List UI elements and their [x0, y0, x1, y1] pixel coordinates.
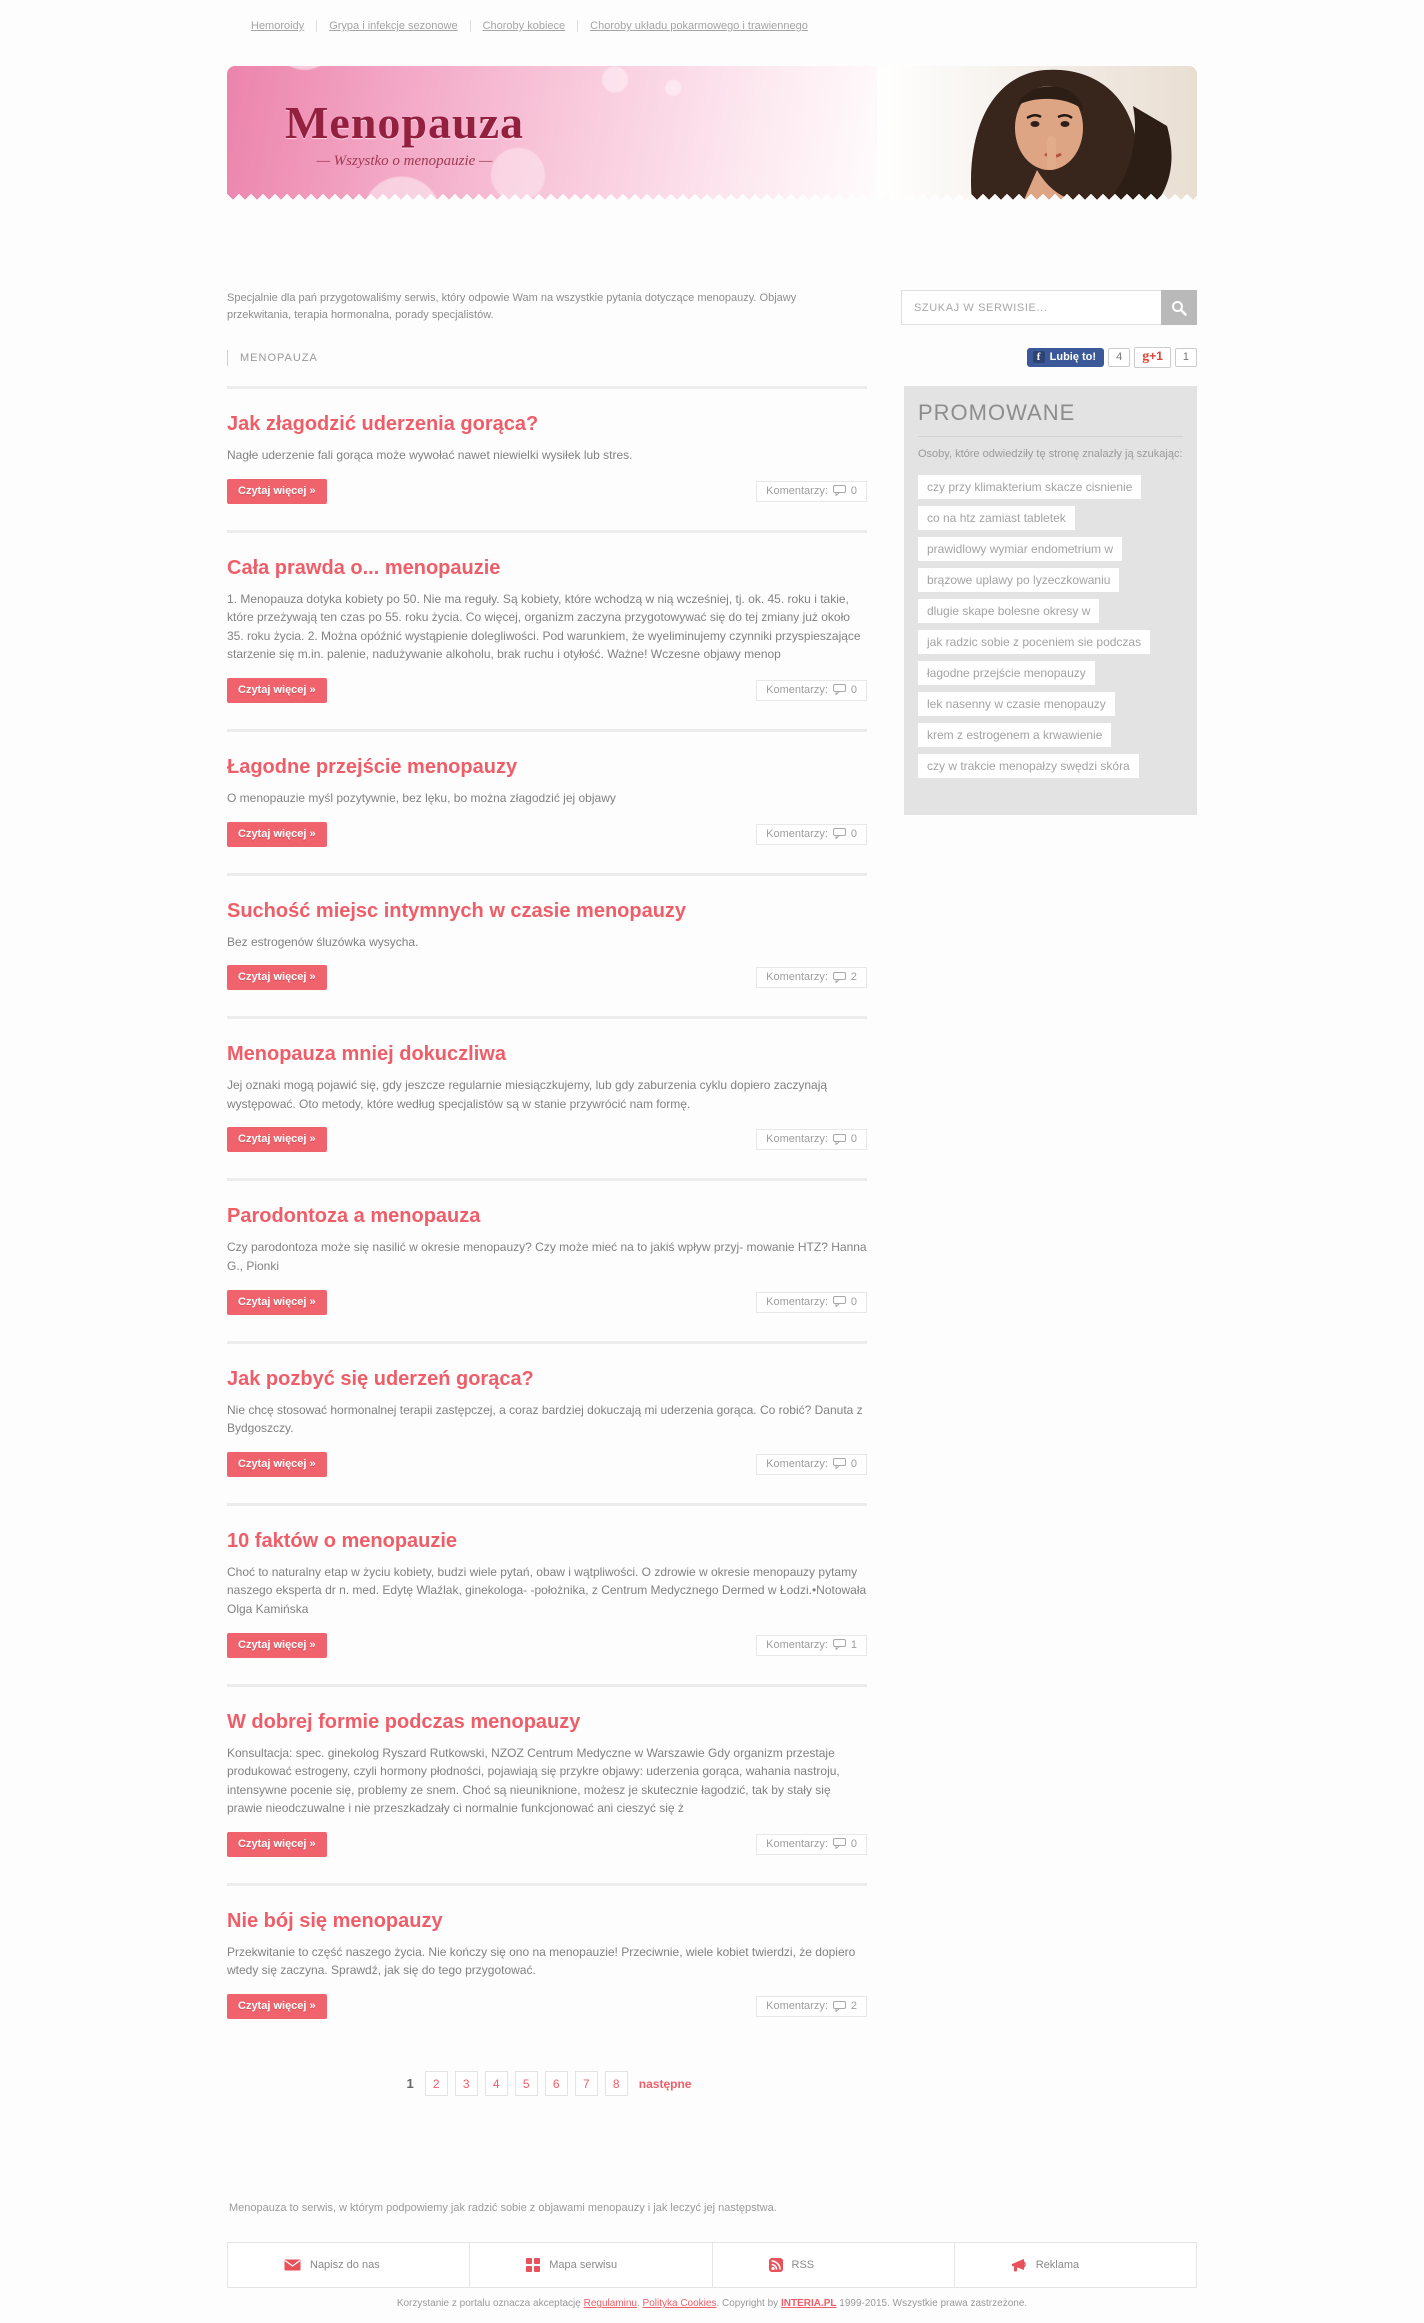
comments-badge[interactable]	[756, 967, 867, 988]
promoted-link[interactable]: lek nasenny w czasie menopauzy	[918, 692, 1115, 716]
comments-badge[interactable]	[756, 1834, 867, 1855]
site-description: Specjalnie dla pań przygotowaliśmy serwis, który odpowie Wam na wszystkie pytania dotyczące menopauzy. Objawy przekwitania, terapia hormonalna, porady specjalistów.	[227, 292, 797, 322]
comments-label: Komentarzy:	[766, 1295, 828, 1308]
article-teaser	[227, 873, 867, 1017]
read-more-button[interactable]: Czytaj więcej »	[227, 1127, 327, 1152]
breadcrumb: MENOPAUZA	[227, 350, 318, 366]
footer-link-ads[interactable]	[955, 2243, 1196, 2287]
read-more-button[interactable]: Czytaj więcej »	[227, 1994, 327, 2019]
promoted-link[interactable]: jak radzic sobie z poceniem sie podczas	[918, 630, 1150, 654]
nav-item-hemoroidy[interactable]: Hemoroidy	[239, 20, 317, 32]
footer-description: Menopauza to serwis, w którym podpowiemy jak radzić sobie z objawami menopauzy i jak leczyć jej następstwa.	[229, 2202, 777, 2215]
comment-bubble-icon	[833, 828, 846, 839]
article-list	[227, 386, 867, 2106]
comments-count: 0	[850, 683, 857, 696]
article-excerpt: Choć to naturalny etap w życiu kobiety, budzi wiele pytań, obaw i wątpliwości. O zdrowie w okresie menopauzy pytamy naszego eksperta dr n. med. Edytę Wlaźlak, ginekologa- -położnika, z Centrum Medycznego Dermed w Łodzi.•Notowała Olga Kamińska	[227, 1564, 867, 1616]
nav-item-grypa[interactable]: Grypa i infekcje sezonowe	[317, 20, 470, 32]
article-excerpt: 1. Menopauza dotyka kobiety po 50. Nie ma reguły. Są kobiety, które wchodzą w nią wcześniej, tj. ok. 45. roku i takie, które przeżywają ten czas po 55. roku życia. Co więcej, organizm zaczyna przygotowywać się do tej zmiany już około 35. roku życia. 2. Można opóźnić wystąpienie dolegliwości. Pod warunkiem, że wyeliminujemy czynniki przyspieszające starzenie się m.in. palenie, nadużywanie alkoholu, brak ruchu i otyłość. Ważne! Wczesne objawy menop	[227, 591, 861, 662]
footer-link-rss[interactable]	[713, 2243, 955, 2287]
comment-bubble-icon	[833, 2001, 846, 2012]
pagination-page-2[interactable]: 2	[425, 2071, 448, 2096]
article-title-link[interactable]: W dobrej formie podczas menopauzy	[227, 1710, 581, 1733]
comments-badge[interactable]	[756, 1129, 867, 1150]
comment-bubble-icon	[833, 684, 846, 695]
article-teaser	[227, 1684, 867, 1883]
comments-count: 1	[850, 1638, 857, 1651]
copyright-line	[227, 2288, 1197, 2323]
footer-link-sitemap[interactable]	[470, 2243, 712, 2287]
comment-bubble-icon	[833, 1296, 846, 1307]
promoted-box	[904, 386, 1197, 815]
social-widgets	[1027, 347, 1197, 368]
article-title-link[interactable]: Jak złagodzić uderzenia gorąca?	[227, 413, 539, 435]
comments-label: Komentarzy:	[766, 484, 828, 497]
google-plus-one-count: 1	[1175, 348, 1197, 367]
comments-count: 2	[850, 2000, 857, 2013]
pagination-page-6[interactable]: 6	[545, 2071, 568, 2096]
comment-bubble-icon	[833, 1458, 846, 1469]
comment-bubble-icon	[833, 1134, 846, 1145]
comments-count: 0	[850, 1837, 857, 1850]
comments-label: Komentarzy:	[766, 1837, 828, 1850]
article-excerpt: Nie chcę stosować hormonalnej terapii zastępczej, a coraz bardziej dokuczają mi uderzenia gorąca. Co robić? Danuta z Bydgoszczy.	[227, 1402, 863, 1436]
banner-text	[285, 96, 524, 170]
comments-count: 0	[850, 1295, 857, 1308]
breadcrumb-row	[227, 347, 1197, 368]
megaphone-icon	[1011, 2259, 1027, 2272]
search-button[interactable]	[1161, 290, 1197, 325]
comments-label: Komentarzy:	[766, 1133, 828, 1146]
footer-link-label: Reklama	[1035, 2259, 1080, 2272]
comments-badge[interactable]	[756, 824, 867, 845]
comments-count: 2	[850, 971, 857, 984]
banner-zigzag-edge	[227, 190, 1197, 202]
woman-shh-photo	[877, 66, 1197, 202]
article-teaser	[227, 386, 867, 530]
article-teaser	[227, 1883, 867, 2045]
article-title-link[interactable]: Jak pozbyć się uderzeń gorąca?	[227, 1367, 534, 1390]
search-input[interactable]	[901, 290, 1161, 325]
pagination-page-4[interactable]: 4	[485, 2071, 508, 2096]
comments-badge[interactable]	[756, 481, 867, 502]
promoted-link[interactable]: prawidlowy wymiar endometrium w	[918, 537, 1122, 561]
article-title-link[interactable]: 10 faktów o menopauzie	[227, 1529, 458, 1552]
promoted-link[interactable]: czy przy klimakterium skacze cisnienie	[918, 475, 1141, 499]
comments-label: Komentarzy:	[766, 1638, 828, 1651]
article-title-link[interactable]: Łagodne przejście menopauzy	[227, 755, 518, 778]
sitemap-icon	[526, 2258, 540, 2272]
promoted-link[interactable]: czy w trakcie menopałzy swędzi skóra	[918, 754, 1139, 778]
article-title-link[interactable]: Cała prawda o... menopauzie	[227, 556, 501, 579]
copyright-text: . Copyright by	[716, 2298, 781, 2310]
article-title-link[interactable]: Suchość miejsc intymnych w czasie menopauzy	[227, 899, 687, 922]
comments-label: Komentarzy:	[766, 827, 828, 840]
footer-link-contact[interactable]	[228, 2243, 470, 2287]
comments-badge[interactable]	[756, 1292, 867, 1313]
article-teaser	[227, 1178, 867, 1340]
promoted-link[interactable]: dlugie skape bolesne okresy w	[918, 599, 1099, 623]
pagination-page-5[interactable]: 5	[515, 2071, 538, 2096]
footer-link-label: Napisz do nas	[310, 2259, 380, 2272]
read-more-button[interactable]: Czytaj więcej »	[227, 479, 327, 504]
promoted-link[interactable]: brązowe uplawy po lyzeczkowaniu	[918, 568, 1119, 592]
copyright-separator: .	[636, 2298, 643, 2310]
search-box	[901, 290, 1197, 325]
content	[227, 386, 1197, 2106]
read-more-button[interactable]: Czytaj więcej »	[227, 965, 327, 990]
facebook-f-icon: f	[1033, 351, 1045, 363]
pagination-current-page: 1	[406, 2076, 414, 2092]
pagination-page-3[interactable]: 3	[455, 2071, 478, 2096]
footer-link-label: RSS	[791, 2259, 815, 2272]
interia-brand-link[interactable]: INTERIA.PL	[780, 2298, 837, 2310]
comments-badge[interactable]	[756, 1635, 867, 1656]
read-more-button[interactable]: Czytaj więcej »	[227, 1832, 327, 1857]
article-teaser	[227, 1016, 867, 1178]
google-plus-one-button[interactable]	[1134, 347, 1171, 368]
banner	[227, 66, 1197, 202]
comments-count: 0	[850, 827, 857, 840]
nav-item-choroby-ukladu[interactable]: Choroby układu pokarmowego i trawiennego	[590, 20, 808, 32]
promoted-link[interactable]: krem z estrogenem a krwawienie	[918, 723, 1111, 747]
promoted-link[interactable]: co na htz zamiast tabletek	[918, 506, 1075, 530]
footer-bar	[227, 2242, 1197, 2288]
comments-badge[interactable]	[756, 1454, 867, 1475]
cookies-policy-link[interactable]: Polityka Cookies	[642, 2298, 717, 2310]
article-teaser	[227, 1503, 867, 1684]
pagination-next-link[interactable]: następne	[638, 2076, 692, 2091]
facebook-like-count: 4	[1108, 348, 1130, 367]
comments-badge[interactable]	[756, 680, 867, 701]
footer-link-label: Mapa serwisu	[549, 2259, 618, 2272]
article-excerpt: O menopauzie myśl pozytywnie, bez lęku, bo można złagodzić jej objawy	[227, 790, 616, 805]
read-more-button[interactable]: Czytaj więcej »	[227, 1290, 327, 1315]
comments-badge[interactable]	[756, 1996, 867, 2017]
promoted-title: PROMOWANE	[918, 400, 1183, 437]
mail-icon	[284, 2259, 301, 2271]
intro-row	[227, 290, 1197, 325]
article-title-link[interactable]: Nie bój się menopauzy	[227, 1909, 443, 1932]
site-subtitle: — Wszystko o menopauzie —	[316, 153, 493, 169]
copyright-text: Korzystanie z portalu oznacza akceptację	[396, 2298, 584, 2310]
terms-link[interactable]: Regulaminu	[583, 2298, 637, 2310]
comments-count: 0	[850, 1133, 857, 1146]
rss-icon	[769, 2258, 783, 2272]
magnifier-icon	[1171, 300, 1187, 316]
site-title: Menopauza	[285, 97, 524, 148]
read-more-button[interactable]: Czytaj więcej »	[227, 1452, 327, 1477]
article-title-link[interactable]: Menopauza mniej dokuczliwa	[227, 1043, 506, 1066]
article-excerpt: Przekwitanie to część naszego życia. Nie kończy się ono na menopauzie! Przeciwnie, wiele kobiet twierdzi, że dopiero wtedy się zaczyna. Sprawdź, jak się do tego przygotować.	[227, 1944, 856, 1978]
article-teaser	[227, 1341, 867, 1503]
article-excerpt: Nagłe uderzenie fali gorąca może wywołać nawet niewielki wysiłek lub stres.	[227, 448, 633, 462]
article-excerpt: Czy parodontoza może się nasilić w okresie menopauzy? Czy może mieć na to jakiś wpływ przyj- mowanie HTZ? Hanna G., Pionki	[227, 1240, 867, 1273]
comments-label: Komentarzy:	[766, 971, 828, 984]
promoted-subtitle: Osoby, które odwiedziły tę stronę znalazły ją szukając:	[918, 448, 1183, 460]
pagination-page-7[interactable]: 7	[575, 2071, 598, 2096]
article-teaser	[227, 729, 867, 873]
comment-bubble-icon	[833, 1639, 846, 1650]
comments-label: Komentarzy:	[766, 1457, 828, 1470]
comments-label: Komentarzy:	[766, 683, 828, 696]
page	[227, 0, 1197, 2323]
read-more-button[interactable]: Czytaj więcej »	[227, 678, 327, 703]
nav-item-choroby-kobiece[interactable]: Choroby kobiece	[471, 20, 579, 32]
comments-count: 0	[850, 1457, 857, 1470]
article-excerpt: Konsultacja: spec. ginekolog Ryszard Rutkowski, NZOZ Centrum Medyczne w Warszawie Gdy organizm przestaje produkować estrogeny, czyli hormony płodności, pojawiają się przykre objawy: uderzenia gorąca, wahania nastroju, intensywne pocenie się, problemy ze snem. Choć są nieuniknione, możesz je skutecznie łagodzić, tak by stały się prawie nieodczuwalne i nie przeszkadzały ci normalnie funkcjonować ani cieszyć się ż	[227, 1745, 840, 1816]
article-excerpt: Bez estrogenów śluzówka wysycha.	[227, 934, 419, 949]
article-teaser	[227, 530, 867, 729]
comment-bubble-icon	[833, 485, 846, 496]
article-excerpt: Jej oznaki mogą pojawić się, gdy jeszcze regularnie miesiączkujemy, lub gdy zaburzenia cyklu dopiero zaczynają występować. Oto metody, które według specjalistów są w stanie przywrócić nam formę.	[227, 1078, 828, 1111]
comment-bubble-icon	[833, 1838, 846, 1849]
comment-bubble-icon	[833, 972, 846, 983]
promoted-link[interactable]: łagodne przejście menopauzy	[918, 661, 1095, 685]
read-more-button[interactable]: Czytaj więcej »	[227, 822, 327, 847]
google-g-icon: g	[1142, 349, 1150, 364]
sidebar	[904, 386, 1197, 2106]
google-plus-one-label: +1	[1149, 349, 1163, 363]
article-title-link[interactable]: Parodontoza a menopauza	[227, 1205, 481, 1228]
top-nav	[227, 0, 1197, 38]
facebook-like-label: Lubię to!	[1049, 351, 1097, 363]
facebook-like-button[interactable]	[1027, 348, 1104, 367]
read-more-button[interactable]: Czytaj więcej »	[227, 1633, 327, 1658]
pagination-page-8[interactable]: 8	[605, 2071, 628, 2096]
comments-count: 0	[850, 484, 857, 497]
copyright-text: 1999-2015. Wszystkie prawa zastrzeżone.	[836, 2298, 1028, 2310]
pagination	[227, 2045, 867, 2106]
comments-label: Komentarzy:	[766, 2000, 828, 2013]
